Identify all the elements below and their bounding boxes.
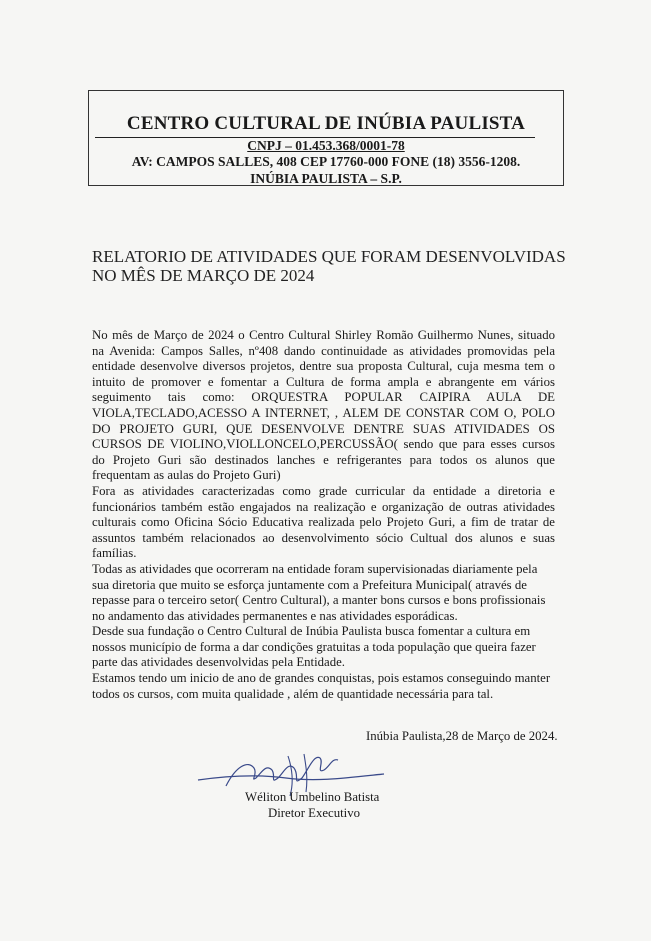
body-line: sua diretoria que muito se esforça juntamente com a Prefeitura Municipal( através de — [92, 577, 527, 592]
letterhead-address: AV: CAMPOS SALLES, 408 CEP 17760-000 FONE (18) 3556-1208. — [131, 154, 521, 169]
report-body — [92, 328, 555, 702]
letterhead-box — [88, 90, 564, 186]
report-title-line-2: NO MÊS DE MARÇO DE 2024 — [92, 266, 315, 285]
body-line: todos os cursos, com muita qualidade , além de quantidade necessária para tal. — [92, 686, 494, 701]
body-line: Estamos tendo um inicio de ano de grandes conquistas, pois estamos conseguindo manter — [92, 671, 551, 686]
body-line: intuito de promover e fomentar a Cultura de forma ampla e abrangente em vários — [92, 374, 555, 389]
body-line: Desde sua fundação o Centro Cultural de Inúbia Paulista busca fomentar a cultura em — [92, 624, 531, 639]
body-line: CURSOS DE VIOLINO,VIOLLONCELO,PERCUSSÃO( sendo que para esses cursos — [92, 437, 555, 452]
body-line: culturais como Oficina Sócio Educativa realizada pelo Projeto Guri, a fim de tratar de — [92, 515, 555, 530]
body-line: assuntos também relacionados ao desenvolvimento sócio Cultual dos alunos e suas — [92, 530, 555, 545]
body-line: funcionários também estão engajados na realização e organização de outras atividades — [92, 499, 555, 514]
body-line: frequentam as aulas do Projeto Guri) — [92, 468, 281, 483]
letterhead-cnpj: CNPJ – 01.453.368/0001-78 — [247, 138, 405, 153]
date-line: Inúbia Paulista,28 de Março de 2024. — [366, 729, 558, 743]
body-line: do Projeto Guri são destinados lanches e refrigerantes para todos os alunos que — [92, 452, 555, 467]
letterhead-title: CENTRO CULTURAL DE INÚBIA PAULISTA — [126, 113, 526, 134]
body-line: no andamento das atividades permanentes e nas atividades esporádicas. — [92, 608, 458, 623]
body-line: entidade desenvolve diversos projetos, dentre sua proposta Cultural, cuja mesma tem o — [92, 359, 555, 374]
body-line: VIOLA,TECLADO,ACESSO A INTERNET, , ALEM DE CONSTAR COM O, POLO — [92, 405, 555, 420]
body-line: parte das atividades desenvolvidas pela Entidade. — [92, 655, 346, 670]
body-line: seguimento tais como: ORQUESTRA POPULAR CAIPIRA AULA DE — [92, 390, 555, 405]
body-line: Fora as atividades caracterizadas como grade curricular da entidade a diretoria e — [92, 483, 555, 498]
body-line: No mês de Março de 2024 o Centro Cultural Shirley Romão Guilhermo Nunes, situado — [92, 328, 555, 342]
body-line: Todas as atividades que ocorreram na entidade foram supervisionadas diariamente pela — [92, 561, 538, 576]
body-line: repasse para o terceiro setor( Centro Cultural), a manter bons cursos e bons profissionais — [92, 593, 546, 608]
body-line: famílias. — [92, 546, 137, 561]
signatory-role: Diretor Executivo — [268, 806, 361, 820]
body-line: nossos município de forma a dar condições gratuitas a toda população que queira fazer — [92, 639, 536, 654]
body-line: na Avenida: Campos Salles, nº408 dando continuidade as atividades promovidas pela — [92, 343, 555, 358]
body-line: DO PROJETO GURI, QUE DESENVOLVE DENTRE SUAS ATIVIDADES OS — [92, 421, 555, 436]
report-title — [92, 247, 572, 285]
letterhead-city: INÚBIA PAULISTA – S.P. — [250, 171, 402, 186]
report-title-line-1: RELATORIO DE ATIVIDADES QUE FORAM DESENVOLVIDAS — [92, 247, 566, 266]
signatory-name: Wéliton Umbelino Batista — [245, 790, 380, 804]
